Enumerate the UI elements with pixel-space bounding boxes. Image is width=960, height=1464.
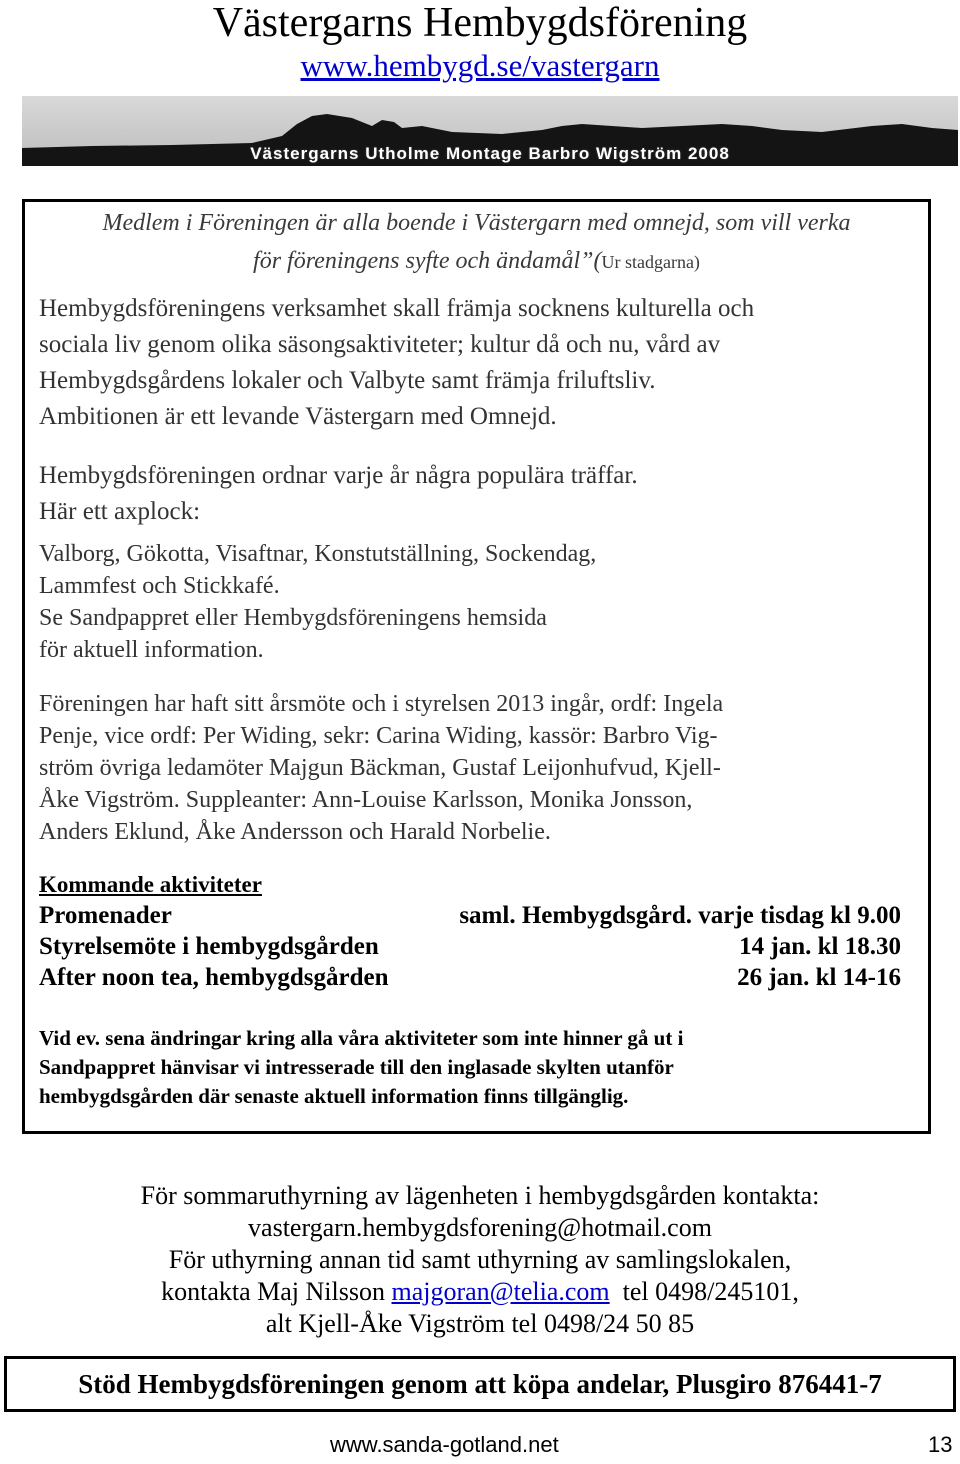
board-paragraph <box>39 688 919 848</box>
events-intro <box>39 458 919 530</box>
events-line: Se Sandpappret eller Hembygdsföreningens hemsida <box>39 605 547 631</box>
board-line: Föreningen har haft sitt årsmöte och i styrelsen 2013 ingår, ordf: Ingela <box>39 691 724 717</box>
activity-name: Styrelsemöte i hembygdsgården <box>39 933 379 960</box>
events-line: för aktuell information. <box>39 637 264 663</box>
contact-line <box>0 1276 960 1308</box>
events-intro-line: Här ett axplock: <box>39 498 201 525</box>
board-line: Anders Eklund, Åke Andersson och Harald Norbelie. <box>39 819 551 845</box>
events-list <box>39 538 919 666</box>
activity-row <box>39 964 901 996</box>
contact-line: alt Kjell-Åke Vigström tel 0498/24 50 85 <box>265 1309 695 1338</box>
activity-row <box>39 902 901 934</box>
membership-quote <box>39 204 914 281</box>
contact-line: För uthyrning annan tid samt uthyrning av samlingslokalen, <box>168 1245 792 1274</box>
page-title: Västergarns Hembygdsförening <box>212 0 748 46</box>
page-number: 13 <box>928 1432 953 1457</box>
info-box <box>22 199 931 1134</box>
purpose-line: Ambitionen är ett levande Västergarn med Omnejd. <box>39 403 557 430</box>
events-intro-line: Hembygdsföreningen ordnar varje år några populära träffar. <box>39 462 638 489</box>
banner-caption: Västergarns Utholme Montage Barbro Wigström 2008 <box>250 144 730 163</box>
contact-email: vastergarn.hembygdsforening@hotmail.com <box>248 1213 712 1242</box>
notice-line: Sandpappret hänvisar vi intresserade till den inglasade skylten utanför <box>39 1055 674 1079</box>
contact-phone: tel 0498/245101, <box>609 1277 799 1306</box>
quote-line: Medlem i Föreningen är alla boende i Västergarn med omnejd, som vill verka <box>102 210 851 236</box>
activity-time: saml. Hembygdsgård. varje tisdag kl 9.00 <box>459 902 901 929</box>
notice-line: Vid ev. sena ändringar kring alla våra aktiviteter som inte hinner gå ut i <box>39 1026 684 1050</box>
banner-image <box>22 96 958 166</box>
quote-line <box>39 242 914 281</box>
purpose-line: Hembygdsföreningens verksamhet skall främja socknens kulturella och <box>39 295 755 322</box>
email-link[interactable]: majgoran@telia.com <box>391 1277 610 1306</box>
purpose-line: Hembygdsgårdens lokaler och Valbyte samt främja friluftsliv. <box>39 367 656 394</box>
board-line: ström övriga ledamöter Majgun Bäckman, Gustaf Leijonhufvud, Kjell- <box>39 755 721 781</box>
activity-name: After noon tea, hembygdsgården <box>39 964 389 991</box>
activity-row <box>39 933 901 965</box>
notice-line: hembygdsgården där senaste aktuell information finns tillgänglig. <box>39 1084 629 1108</box>
rental-contact <box>0 1180 960 1340</box>
contact-text: kontakta Maj Nilsson <box>161 1277 392 1306</box>
footer-site: www.sanda-gotland.net <box>330 1432 559 1457</box>
board-line: Penje, vice ordf: Per Widing, sekr: Carina Widing, kassör: Barbro Vig- <box>39 723 718 749</box>
notice-paragraph <box>39 1024 919 1111</box>
board-line: Åke Vigström. Suppleanter: Ann-Louise Karlsson, Monika Jonsson, <box>39 787 693 813</box>
purpose-line: sociala liv genom olika säsongsaktiviteter; kultur då och nu, vård av <box>39 331 721 358</box>
activity-name: Promenader <box>39 902 172 929</box>
activity-time: 14 jan. kl 18.30 <box>739 933 901 960</box>
website-link[interactable]: www.hembygd.se/vastergarn <box>300 48 660 83</box>
contact-line: För sommaruthyrning av lägenheten i hembygdsgården kontakta: <box>140 1181 820 1210</box>
activity-time: 26 jan. kl 14-16 <box>737 964 901 991</box>
events-line: Valborg, Gökotta, Visaftnar, Konstutställning, Sockendag, <box>39 541 597 567</box>
activities-heading: Kommande aktiviteter <box>39 872 262 897</box>
quote-source: Ur stadgarna) <box>601 252 700 272</box>
header-url <box>0 46 960 86</box>
quote-text: för föreningens syfte och ändamål”( <box>253 248 602 274</box>
events-line: Lammfest och Stickkafé. <box>39 573 280 599</box>
support-banner: Stöd Hembygdsföreningen genom att köpa andelar, Plusgiro 876441-7 <box>4 1356 956 1412</box>
purpose-paragraph <box>39 291 919 435</box>
